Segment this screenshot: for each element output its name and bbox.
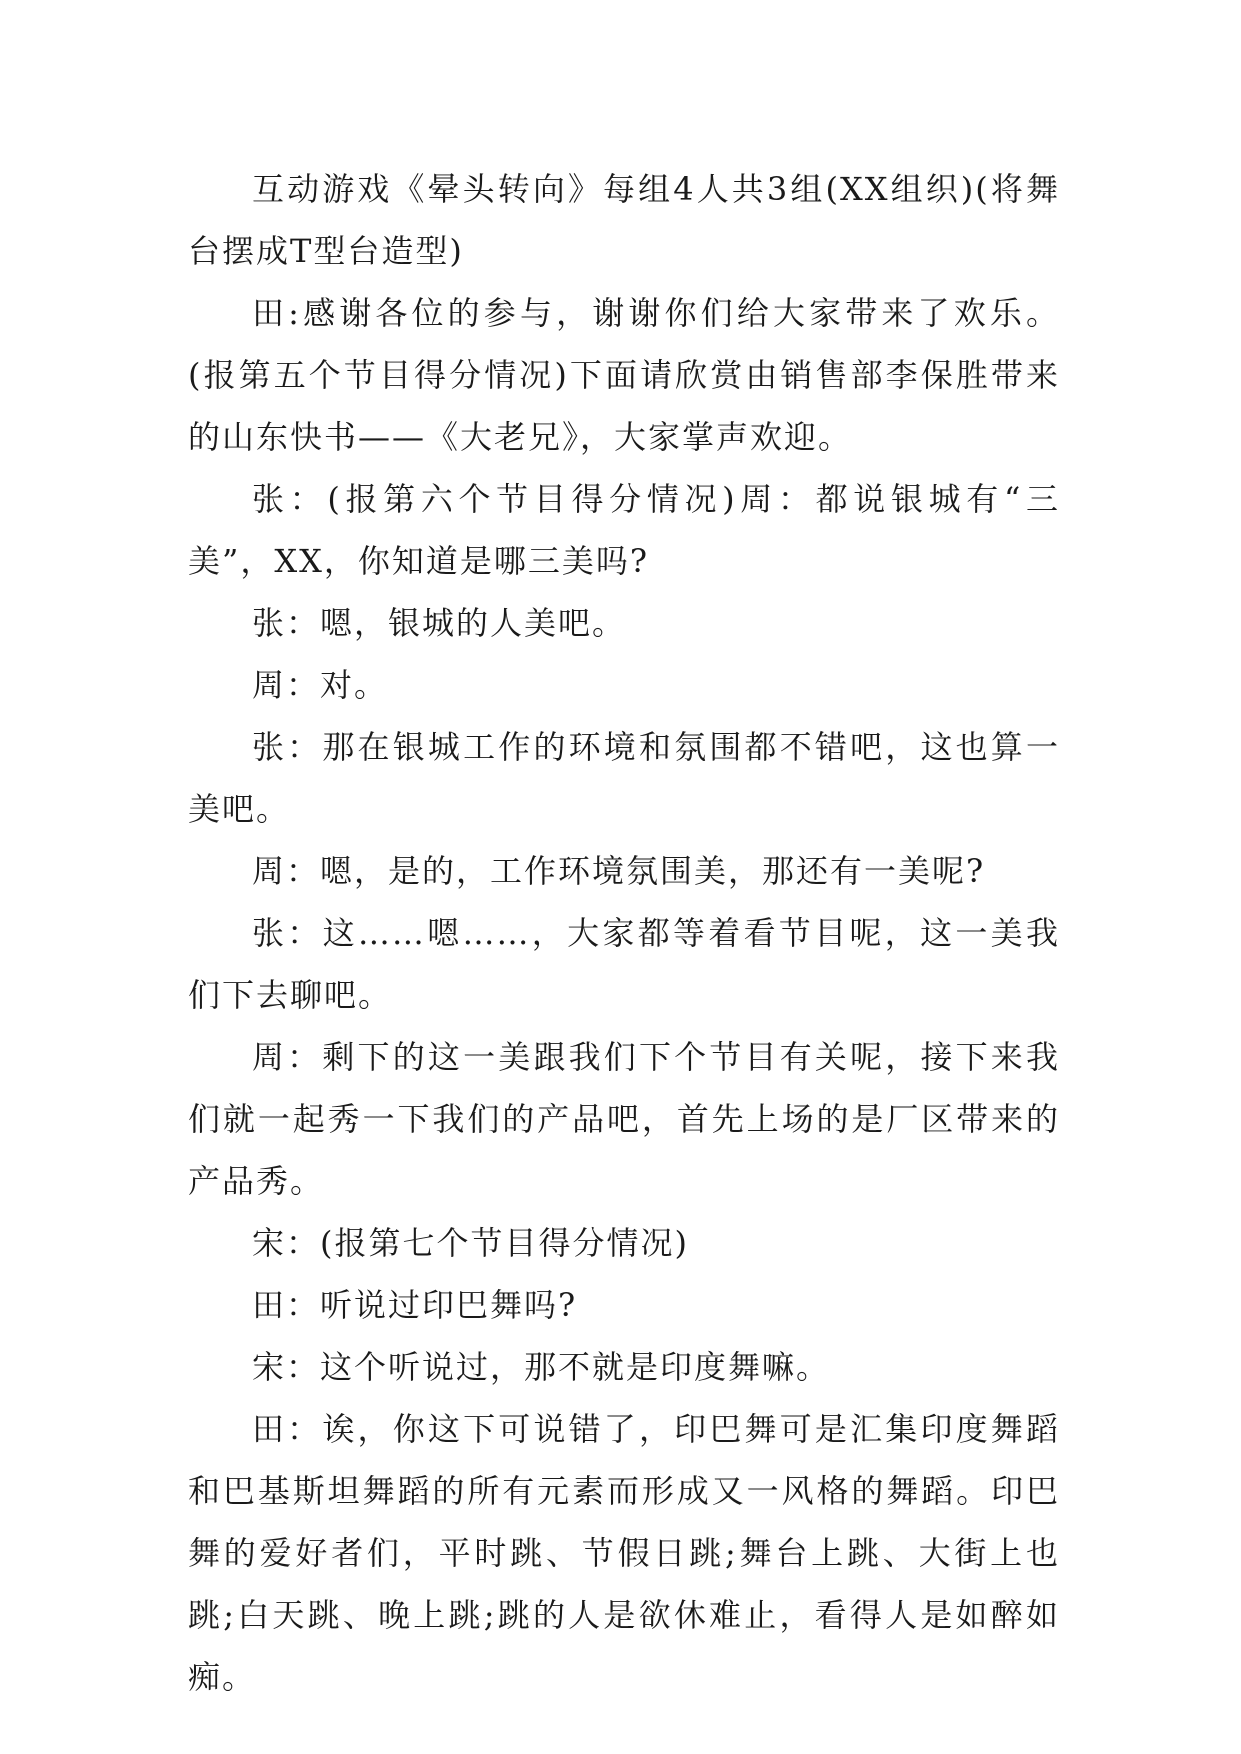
paragraph: 互动游戏《晕头转向》每组4人共3组(XX组织)(将舞台摆成T型台造型) <box>188 170 1060 270</box>
paragraph: 周：嗯，是的，工作环境氛围美，那还有一美呢? <box>252 852 986 890</box>
paragraph: 田:感谢各位的参与，谢谢你们给大家带来了欢乐。(报第五个节目得分情况)下面请欣赏由销售部李保胜带来的山东快书——《大老兄》，大家掌声欢迎。 <box>188 294 1060 456</box>
document-body <box>188 158 1060 1708</box>
paragraph: 宋：这个听说过，那不就是印度舞嘛。 <box>252 1348 831 1386</box>
paragraph: 张：那在银城工作的环境和氛围都不错吧，这也算一美吧。 <box>188 728 1060 828</box>
paragraph: 周：对。 <box>252 666 389 704</box>
paragraph: 张：嗯，银城的人美吧。 <box>252 604 627 642</box>
paragraph: 田：诶，你这下可说错了，印巴舞可是汇集印度舞蹈和巴基斯坦舞蹈的所有元素而形成又一风格的舞蹈。印巴舞的爱好者们，平时跳、节假日跳;舞台上跳、大街上也跳;白天跳、晚上跳;跳的人是欲休难止，看得人是如醉如痴。 <box>188 1410 1060 1696</box>
paragraph: 周：剩下的这一美跟我们下个节目有关呢，接下来我们就一起秀一下我们的产品吧，首先上场的是厂区带来的产品秀。 <box>188 1038 1060 1200</box>
paragraph: 张：(报第六个节目得分情况)周：都说银城有“三美”，XX，你知道是哪三美吗? <box>188 480 1060 580</box>
paragraph: 田：听说过印巴舞吗? <box>252 1286 578 1324</box>
paragraph: 宋：(报第七个节目得分情况) <box>252 1224 689 1262</box>
paragraph: 张：这……嗯……，大家都等着看节目呢，这一美我们下去聊吧。 <box>188 914 1060 1014</box>
